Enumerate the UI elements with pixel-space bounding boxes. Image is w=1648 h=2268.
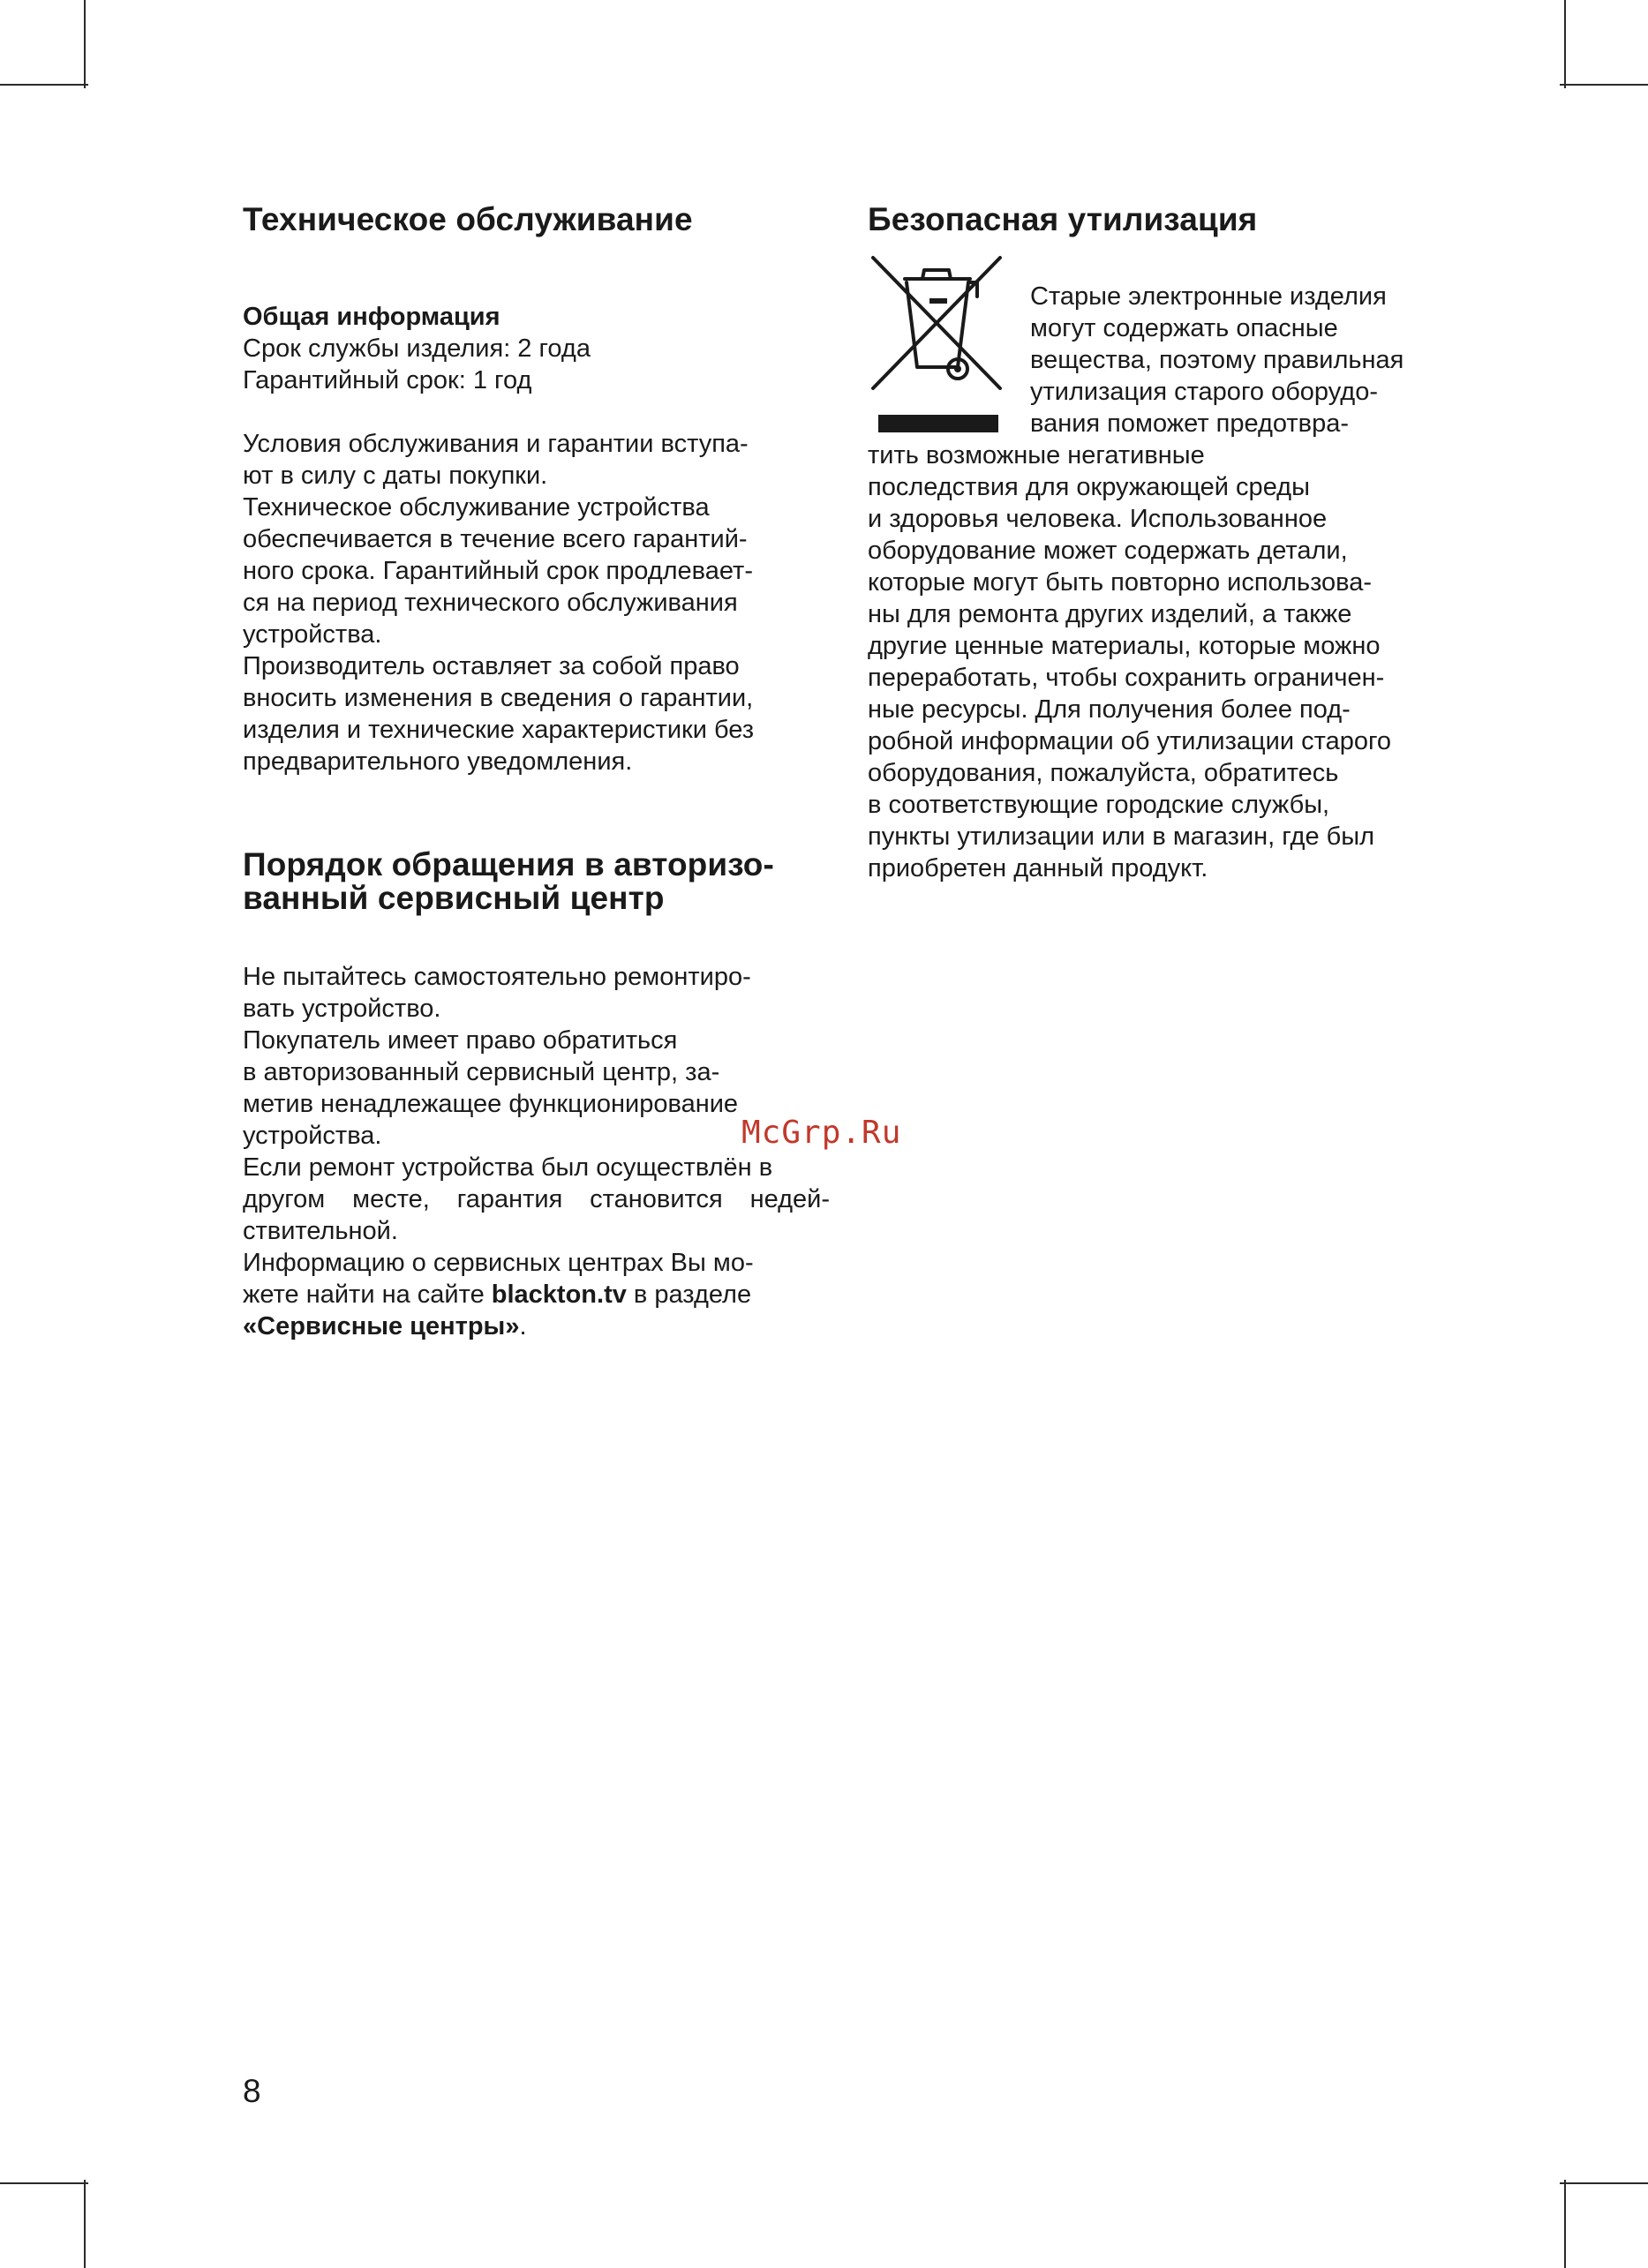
text-line: которые могут быть повторно использова- <box>868 568 1373 597</box>
left-column <box>243 203 830 1342</box>
text-line <box>243 1279 830 1310</box>
service-center-heading <box>243 848 830 915</box>
heading-line: Порядок обращения в авторизо- <box>243 846 774 882</box>
text-line: Производитель оставляет за собой право <box>243 652 740 680</box>
text-line: ствительной. <box>243 1217 398 1245</box>
service-center-paragraph <box>243 961 830 1342</box>
heading-line: ванный сервисный центр <box>243 880 665 916</box>
text-line: в соответствующие городские службы, <box>868 791 1330 819</box>
text-line <box>243 1310 830 1342</box>
text-span: . <box>519 1312 527 1341</box>
text-span: жете найти на сайте <box>243 1280 492 1309</box>
text-line: Условия обслуживания и гарантии вступа- <box>243 430 749 458</box>
text-line: метив ненадлежащее функционирование <box>243 1090 739 1118</box>
crop-mark <box>1560 2182 1648 2184</box>
text-line: Информацию о сервисных центрах Вы мо- <box>243 1249 754 1277</box>
info-line: Срок службы изделия: 2 года <box>243 334 591 363</box>
text-line: ного срока. Гарантийный срок продлевает- <box>243 557 753 585</box>
website-link[interactable]: blackton.tv <box>491 1280 627 1309</box>
text-line: ся на период технического обслуживания <box>243 589 738 617</box>
maintenance-heading: Техническое обслуживание <box>243 201 693 237</box>
warranty-paragraph <box>243 428 830 777</box>
text-line: пункты утилизации или в магазин, где был <box>868 822 1375 851</box>
text-line: оборудования, пожалуйста, обратитесь <box>868 759 1339 787</box>
info-line: Гарантийный срок: 1 год <box>243 366 532 394</box>
text-line: приобретен данный продукт. <box>868 854 1208 882</box>
text-line: робной информации об утилизации старого <box>868 727 1392 755</box>
disposal-paragraph <box>868 281 1468 884</box>
text-span: в разделе <box>626 1280 752 1309</box>
crop-mark <box>0 2182 88 2184</box>
text-line: оборудование может содержать детали, <box>868 537 1348 565</box>
text-line: утилизация старого оборудо- <box>1030 378 1378 406</box>
text-line: устройства. <box>243 620 382 649</box>
crop-mark <box>1564 0 1566 88</box>
text-line: ные ресурсы. Для получения более под- <box>868 695 1351 724</box>
page-number: 8 <box>243 2073 261 2109</box>
crop-mark <box>1560 84 1648 86</box>
text-line: вещества, поэтому правильная <box>1030 346 1404 374</box>
crop-mark <box>84 0 86 88</box>
text-line: Техническое обслуживание устройства <box>243 493 710 522</box>
text-line: переработать, чтобы сохранить ограничен- <box>868 664 1385 692</box>
text-line: могут содержать опасные <box>1030 314 1338 342</box>
text-line: устройства. <box>243 1122 382 1150</box>
text-line: вносить изменения в сведения о гарантии, <box>243 684 754 712</box>
text-line: ны для ремонта других изделий, а также <box>868 600 1352 628</box>
text-line: изделия и технические характеристики без <box>243 716 755 744</box>
watermark: McGrp.Ru <box>741 1115 902 1151</box>
text-line: другие ценные материалы, которые можно <box>868 632 1381 660</box>
text-line: вать устройство. <box>243 995 441 1023</box>
text-line: вания поможет предотвра- <box>1030 409 1349 438</box>
text-line: в авторизованный сервисный центр, за- <box>243 1058 720 1086</box>
text-line: предварительного уведомления. <box>243 747 633 776</box>
crop-mark <box>1564 2180 1566 2268</box>
text-line: и здоровья человека. Использованное <box>868 505 1328 533</box>
right-column <box>868 203 1468 884</box>
text-line: Если ремонт устройства был осуществлён в <box>243 1153 773 1182</box>
crop-mark <box>0 84 88 86</box>
text-line: последствия для окружающей среды <box>868 473 1310 501</box>
text-line: Старые электронные изделия <box>1030 282 1387 311</box>
text-line: обеспечивается в течение всего гарантий- <box>243 525 748 553</box>
crop-mark <box>84 2180 86 2268</box>
general-info-subheading: Общая информация <box>243 303 500 331</box>
text-line: тить возможные негативные <box>868 441 1205 469</box>
weee-crossed-bin-icon <box>868 254 1007 439</box>
text-line: Покупатель имеет право обратиться <box>243 1026 678 1055</box>
text-line: ют в силу с даты покупки. <box>243 462 548 490</box>
disposal-heading: Безопасная утилизация <box>868 201 1258 237</box>
service-centers-section-name: «Сервисные центры» <box>243 1312 520 1341</box>
text-line: другом месте, гарантия становится недей- <box>243 1185 830 1213</box>
text-line: Не пытайтесь самостоятельно ремонтиро- <box>243 963 751 991</box>
